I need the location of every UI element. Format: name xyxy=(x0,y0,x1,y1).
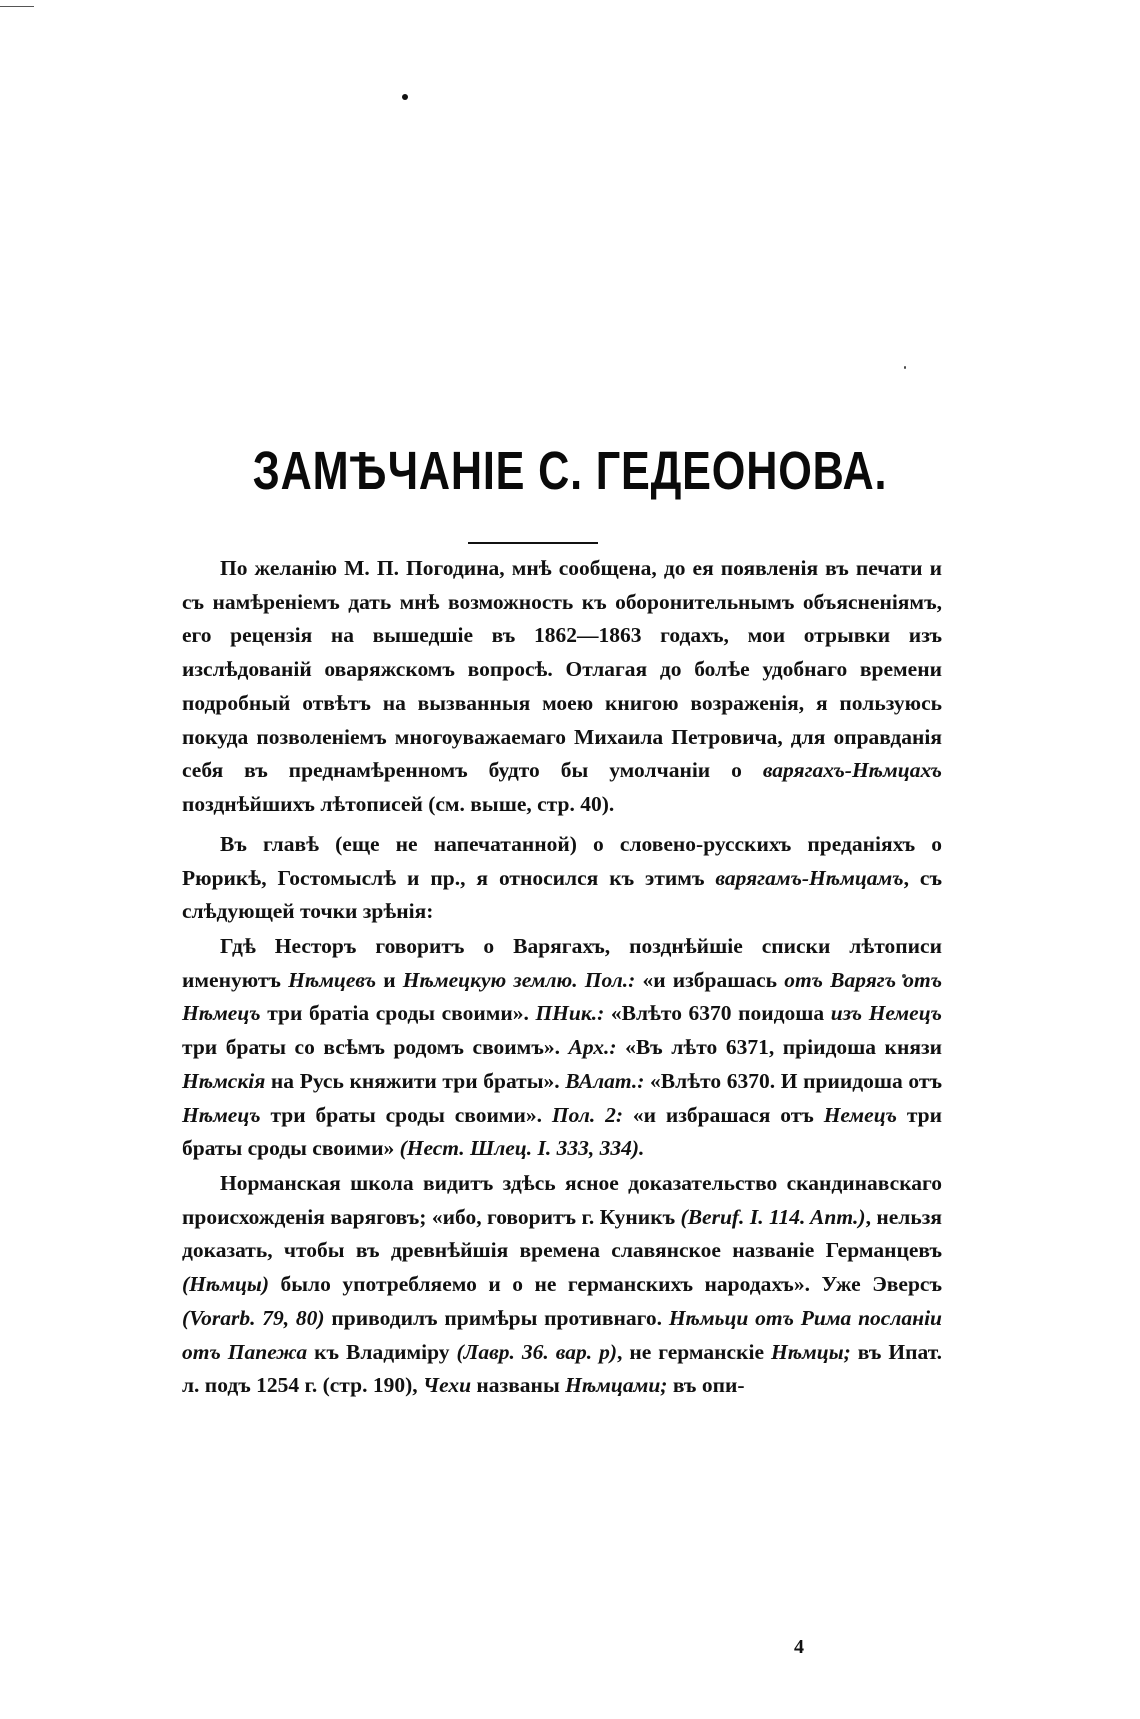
text-run: , не германскіе xyxy=(616,1339,771,1364)
text-run: названы xyxy=(471,1373,566,1398)
italic-run: Нѣмскія xyxy=(182,1068,266,1093)
text-run: приводилъ примѣры противнаго. xyxy=(324,1305,669,1330)
italic-run: Пол. 2: xyxy=(551,1102,624,1127)
paragraph-text xyxy=(182,1167,942,1403)
italic-run: (Нест. Шлец. I. 333, 334). xyxy=(399,1136,645,1161)
text-run: три браты сроды своими» xyxy=(182,1102,943,1161)
text-run: и xyxy=(376,967,403,992)
paragraph-text xyxy=(182,930,942,1166)
text-run: Гдѣ Несторъ говоритъ о Варягахъ, позднѣйшіе списки лѣтописи именуютъ xyxy=(182,934,942,992)
italic-run: варягахъ-Нѣмцахъ xyxy=(762,758,942,783)
paragraph-1 xyxy=(182,552,942,822)
italic-run: Нѣмецкую землю. Пол.: xyxy=(402,967,636,992)
ink-dot xyxy=(402,94,408,100)
italic-run: (Beruf. I. 114. Anm.) xyxy=(680,1204,866,1229)
italic-run: (Нѣмцы) xyxy=(182,1272,269,1297)
paragraph-2 xyxy=(182,828,942,929)
text-run: «Влѣто 6370. И приидоша отъ xyxy=(644,1068,942,1093)
italic-run: Арх.: xyxy=(568,1035,617,1060)
italic-run: изъ Немецъ xyxy=(830,1001,942,1026)
text-run: позднѣйшихъ лѣтописей (см. выше, стр. 40). xyxy=(182,791,615,816)
paragraph-text xyxy=(182,828,942,929)
text-run: три братіа сроды своими». xyxy=(260,1001,536,1026)
paragraph-3 xyxy=(182,930,942,1166)
text-run: на Русь княжити три браты». xyxy=(265,1068,566,1093)
paragraph-4 xyxy=(182,1167,942,1403)
text-run: «Въ лѣто 6371, пріидоша князи xyxy=(616,1035,942,1060)
text-run: По желанію М. П. Погодина, мнѣ сообщена, до ея появленія въ печати и съ намѣреніемъ дать мнѣ возможность къ оборонительнымъ объясненіямъ, его рецензія на вышедшіе въ 1862—1863 годахъ, мои отрывки изъ изслѣдованій оваряжскомъ вопросѣ. Отлагая до болѣе удобнаго времени подробный отвѣтъ на вызванныя моею книгою возраженія, я пользуюсь покуда позволеніемъ многоуважаемаго Михаила Петровича, для оправданія себя въ преднамѣренномъ будто бы умолчаніи о xyxy=(182,556,942,783)
text-run: въ опи- xyxy=(667,1373,745,1398)
italic-run: Нѣмцы; xyxy=(770,1339,851,1364)
italic-run: Немецъ xyxy=(823,1102,897,1127)
page-title: ЗАМѢЧАНІЕ С. ГЕДЕОНОВА. xyxy=(252,441,888,501)
italic-run: Нѣмьци отъ Рима посланіи отъ Папежа xyxy=(182,1305,942,1364)
text-run: , нельзя доказать, чтобы въ древнѣйшія времена славянское названіе Германцевъ xyxy=(182,1204,943,1263)
title-rule xyxy=(468,542,598,544)
text-run: въ Ипат. л. подъ 1254 г. (стр. 190), xyxy=(182,1339,943,1398)
italic-run: ВАлат.: xyxy=(565,1068,645,1093)
italic-run: Нѣмцами; xyxy=(565,1373,668,1398)
paragraph-text xyxy=(182,552,942,822)
italic-run: Чехи xyxy=(422,1373,472,1398)
text-run: «и избрашась xyxy=(635,967,785,992)
italic-run: отъ Варягъ отъ Нѣмецъ xyxy=(182,967,943,1026)
italic-run: ПНик.: xyxy=(535,1001,605,1026)
scan-edge-mark xyxy=(0,6,34,7)
text-run: «и избрашася отъ xyxy=(623,1102,824,1127)
text-run: было употребляемо и о не германскихъ народахъ». Уже Эверсъ xyxy=(269,1272,942,1297)
text-run: къ Владиміру xyxy=(307,1339,457,1364)
italic-run: варягамъ-Нѣмцамъ xyxy=(715,865,904,890)
page-number: 4 xyxy=(794,1636,804,1658)
text-run: три браты сроды своими». xyxy=(260,1102,552,1127)
text-run: , съ слѣдующей точки зрѣнія: xyxy=(182,865,943,924)
italic-run: (Vorarb. 79, 80) xyxy=(182,1305,325,1330)
italic-run: (Лавр. 36. вар. р) xyxy=(456,1339,617,1364)
text-run: Въ главѣ (еще не напечатанной) о словено-русскихъ преданіяхъ о Рюрикѣ, Гостомыслѣ и пр., я относился къ этимъ xyxy=(182,832,942,890)
text-run: три браты со всѣмъ родомъ своимъ». xyxy=(182,1035,569,1060)
italic-run: Нѣмцевъ xyxy=(288,967,377,992)
italic-run: Нѣмецъ xyxy=(182,1102,261,1127)
text-run: Норманская школа видитъ здѣсь ясное доказательство скандинавскаго происхожденія варяговъ; «ибо, говоритъ г. Куникъ xyxy=(182,1171,942,1229)
text-run: «Влѣто 6370 поидоша xyxy=(604,1001,831,1026)
